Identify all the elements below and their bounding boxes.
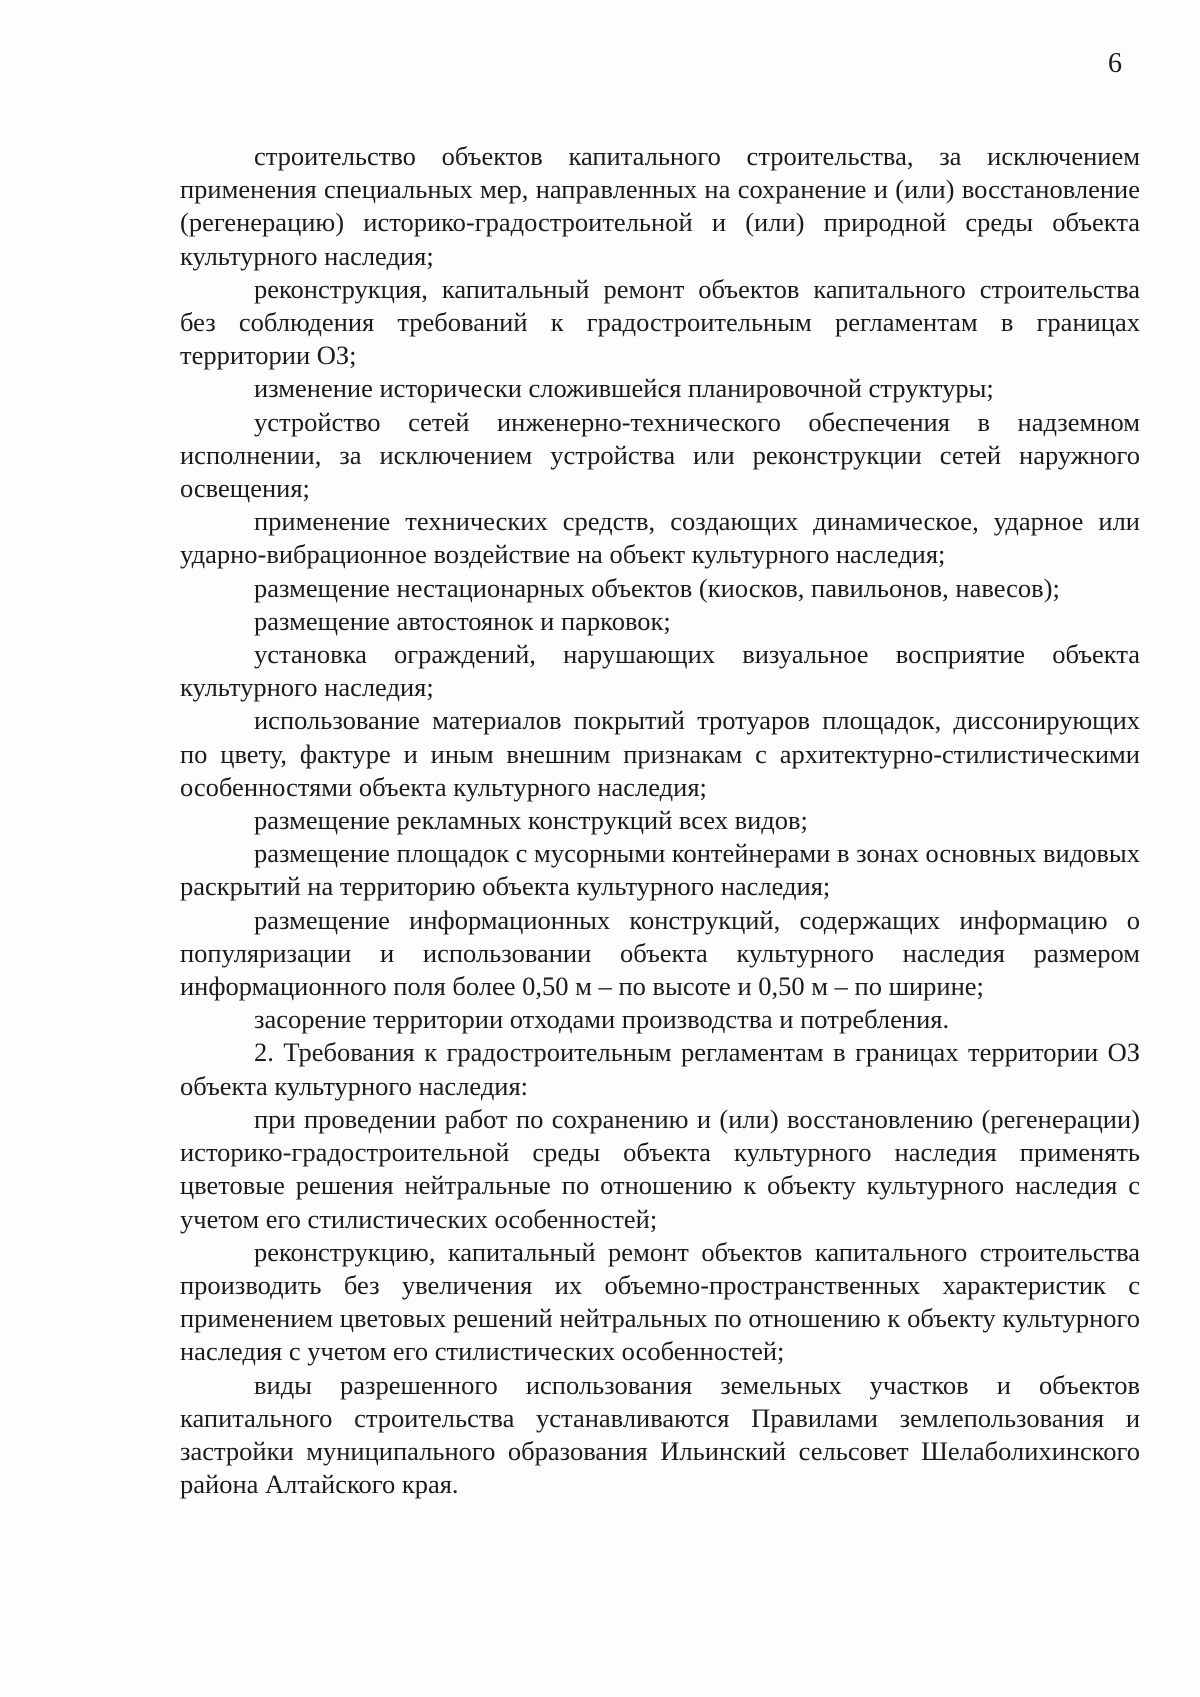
paragraph: реконструкция, капитальный ремонт объектов капитального строительства без соблюдения требований к градостроительным регламентам в границах территории ОЗ;	[180, 273, 1140, 371]
paragraph: засорение территории отходами производства и потребления.	[254, 1004, 950, 1035]
paragraph: размещение нестационарных объектов (киосков, павильонов, навесов);	[254, 572, 1060, 603]
paragraph: строительство объектов капитального строительства, за исключением применения специальных мер, направленных на сохранение и (или) восстановление (регенерацию) историко-градостроительной и (или) природной среды объекта культурного наследия;	[180, 141, 1140, 271]
paragraph: устройство сетей инженерно-технического обеспечения в надземном исполнении, за исключением устройства или реконструкции сетей наружного освещения;	[180, 406, 1140, 504]
paragraph: установка ограждений, нарушающих визуальное восприятие объекта культурного наследия;	[180, 639, 1140, 703]
paragraph: изменение исторически сложившейся планировочной структуры;	[254, 373, 994, 404]
paragraph: виды разрешенного использования земельных участков и объектов капитального строительства устанавливаются Правилами землепользования и застройки муниципального образования Ильинский сельсовет Шелаболихинского района Алтайского края.	[180, 1369, 1140, 1500]
paragraph: размещение информационных конструкций, содержащих информацию о популяризации и использовании объекта культурного наследия размером информационного поля более 0,50 м – по высоте и 0,50 м – по ширине;	[180, 904, 1140, 1002]
document-body	[180, 140, 1140, 1501]
section-heading-paragraph: 2. Требования к градостроительным регламентам в границах территории ОЗ объекта культурного наследия:	[180, 1037, 1140, 1101]
paragraph: размещение рекламных конструкций всех видов;	[254, 805, 808, 836]
paragraph: при проведении работ по сохранению и (или) восстановлению (регенерации) историко-градостроительной среды объекта культурного наследия применять цветовые решения нейтральные по отношению к объекту культурного наследия с учетом его стилистических особенностей;	[180, 1103, 1140, 1234]
paragraph: реконструкцию, капитальный ремонт объектов капитального строительства производить без увеличения их объемно-пространственных характеристик с применением цветовых решений нейтральных по отношению к объекту культурного наследия с учетом его стилистических особенностей;	[180, 1236, 1140, 1367]
paragraph: размещение автостоянок и парковок;	[254, 605, 671, 636]
paragraph: размещение площадок с мусорными контейнерами в зонах основных видовых раскрытий на территорию объекта культурного наследия;	[180, 838, 1140, 902]
page-number: 6	[1108, 48, 1122, 79]
paragraph: применение технических средств, создающих динамическое, ударное или ударно-вибрационное воздействие на объект культурного наследия;	[180, 506, 1140, 570]
paragraph: использование материалов покрытий тротуаров площадок, диссонирующих по цвету, фактуре и иным внешним признакам с архитектурно-стилистическими особенностями объекта культурного наследия;	[180, 705, 1140, 802]
